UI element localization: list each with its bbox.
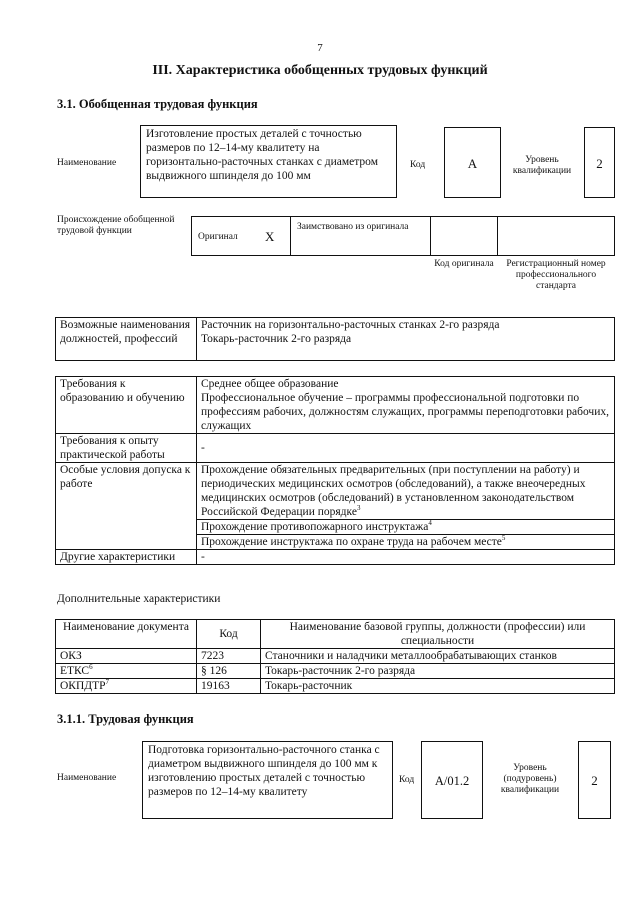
header-code: Код xyxy=(197,620,261,649)
education-label: Требования к образованию и обучению xyxy=(56,377,197,434)
gtf-code-label: Код xyxy=(410,160,426,170)
subsection-title-tf: 3.1.1. Трудовая функция xyxy=(57,712,194,726)
code-cell: 7223 xyxy=(197,649,261,664)
header-name: Наименование базовой группы, должности (профессии) или специальности xyxy=(261,620,615,649)
gtf-name-label: Наименование xyxy=(57,158,117,168)
table-row xyxy=(56,664,615,679)
education-line: Профессиональное обучение – программы профессиональной подготовки по профессиям рабочих, должностям служащих, программы переподготовки рабочих, служащих xyxy=(201,392,609,432)
condition-safety: Прохождение инструктажа по охране труда на рабочем месте$^5$ xyxy=(197,535,615,550)
code-cell: 19163 xyxy=(197,679,261,694)
positions-label: Возможные наименования должностей, профессий xyxy=(56,318,197,361)
additional-table xyxy=(55,619,615,694)
gtf-level-label: Уровень квалификации xyxy=(512,155,572,176)
code-cell: § 126 xyxy=(197,664,261,679)
code-original-label: Код оригинала xyxy=(434,259,494,269)
conditions-label: Особые условия допуска к работе xyxy=(56,463,197,550)
positions-table xyxy=(55,317,615,361)
borrowed-label: Заимствовано из оригинала xyxy=(297,222,409,232)
header-document: Наименование документа xyxy=(56,620,197,649)
tf-level-label: Уровень (подуровень) квалификации xyxy=(500,763,560,795)
tf-code-value: A/01.2 xyxy=(421,741,483,819)
requirements-table xyxy=(55,376,615,565)
doc-cell: ОКПДТР$^7$ xyxy=(56,679,197,694)
experience-value: - xyxy=(197,434,615,463)
position-item: Расточник на горизонтально-расточных станках 2-го разряда xyxy=(201,319,500,331)
subsection-title: 3.1. Обобщенная трудовая функция xyxy=(57,97,258,111)
position-item: Токарь-расточник 2-го разряда xyxy=(201,333,352,345)
name-cell: Токарь-расточник 2-го разряда xyxy=(261,664,615,679)
registration-number-label: Регистрационный номер профессионального стандарта xyxy=(506,259,606,291)
condition-medical: Прохождение обязательных предварительных (при поступлении на работу) и периодических медицинских осмотров (обследований), а также внеочередных медицинских осмотров (обследований) в установленном законодательством Российской Федерации порядке$^3$ xyxy=(197,463,615,520)
table-row xyxy=(56,679,615,694)
name-cell: Станочники и наладчики металлообрабатывающих станков xyxy=(261,649,615,664)
original-mark: X xyxy=(265,229,275,244)
doc-cell: ОКЗ xyxy=(56,649,197,664)
gtf-name-value: Изготовление простых деталей с точностью размеров по 12–14-му квалитету на горизонтально-расточных станках с диаметром выдвижного шпинделя до 100 мм xyxy=(140,125,397,198)
name-cell: Токарь-расточник xyxy=(261,679,615,694)
other-label: Другие характеристики xyxy=(56,550,197,565)
gtf-origin-label: Происхождение обобщенной трудовой функции xyxy=(57,215,175,236)
other-value: - xyxy=(197,550,615,565)
education-line: Среднее общее образование xyxy=(201,378,339,390)
gtf-code-value: A xyxy=(444,127,501,198)
original-label: Оригинал xyxy=(198,232,238,242)
experience-label: Требования к опыту практической работы xyxy=(56,434,197,463)
tf-name-value: Подготовка горизонтально-расточного станка с диаметром выдвижного шпинделя до 100 мм к изготовлению простых деталей с точностью размеров по 12–14-му квалитету xyxy=(142,741,393,819)
condition-fire: Прохождение противопожарного инструктажа$^4$ xyxy=(197,520,615,535)
section-title: III. Характеристика обобщенных трудовых функций xyxy=(152,63,488,78)
tf-level-value: 2 xyxy=(578,741,611,819)
tf-name-label: Наименование xyxy=(57,773,117,783)
tf-code-label: Код xyxy=(399,775,415,785)
page-number: 7 xyxy=(317,42,323,54)
table-row xyxy=(56,649,615,664)
additional-title: Дополнительные характеристики xyxy=(57,593,221,605)
gtf-level-value: 2 xyxy=(584,127,615,198)
doc-cell: ЕТКС$^6$ xyxy=(56,664,197,679)
